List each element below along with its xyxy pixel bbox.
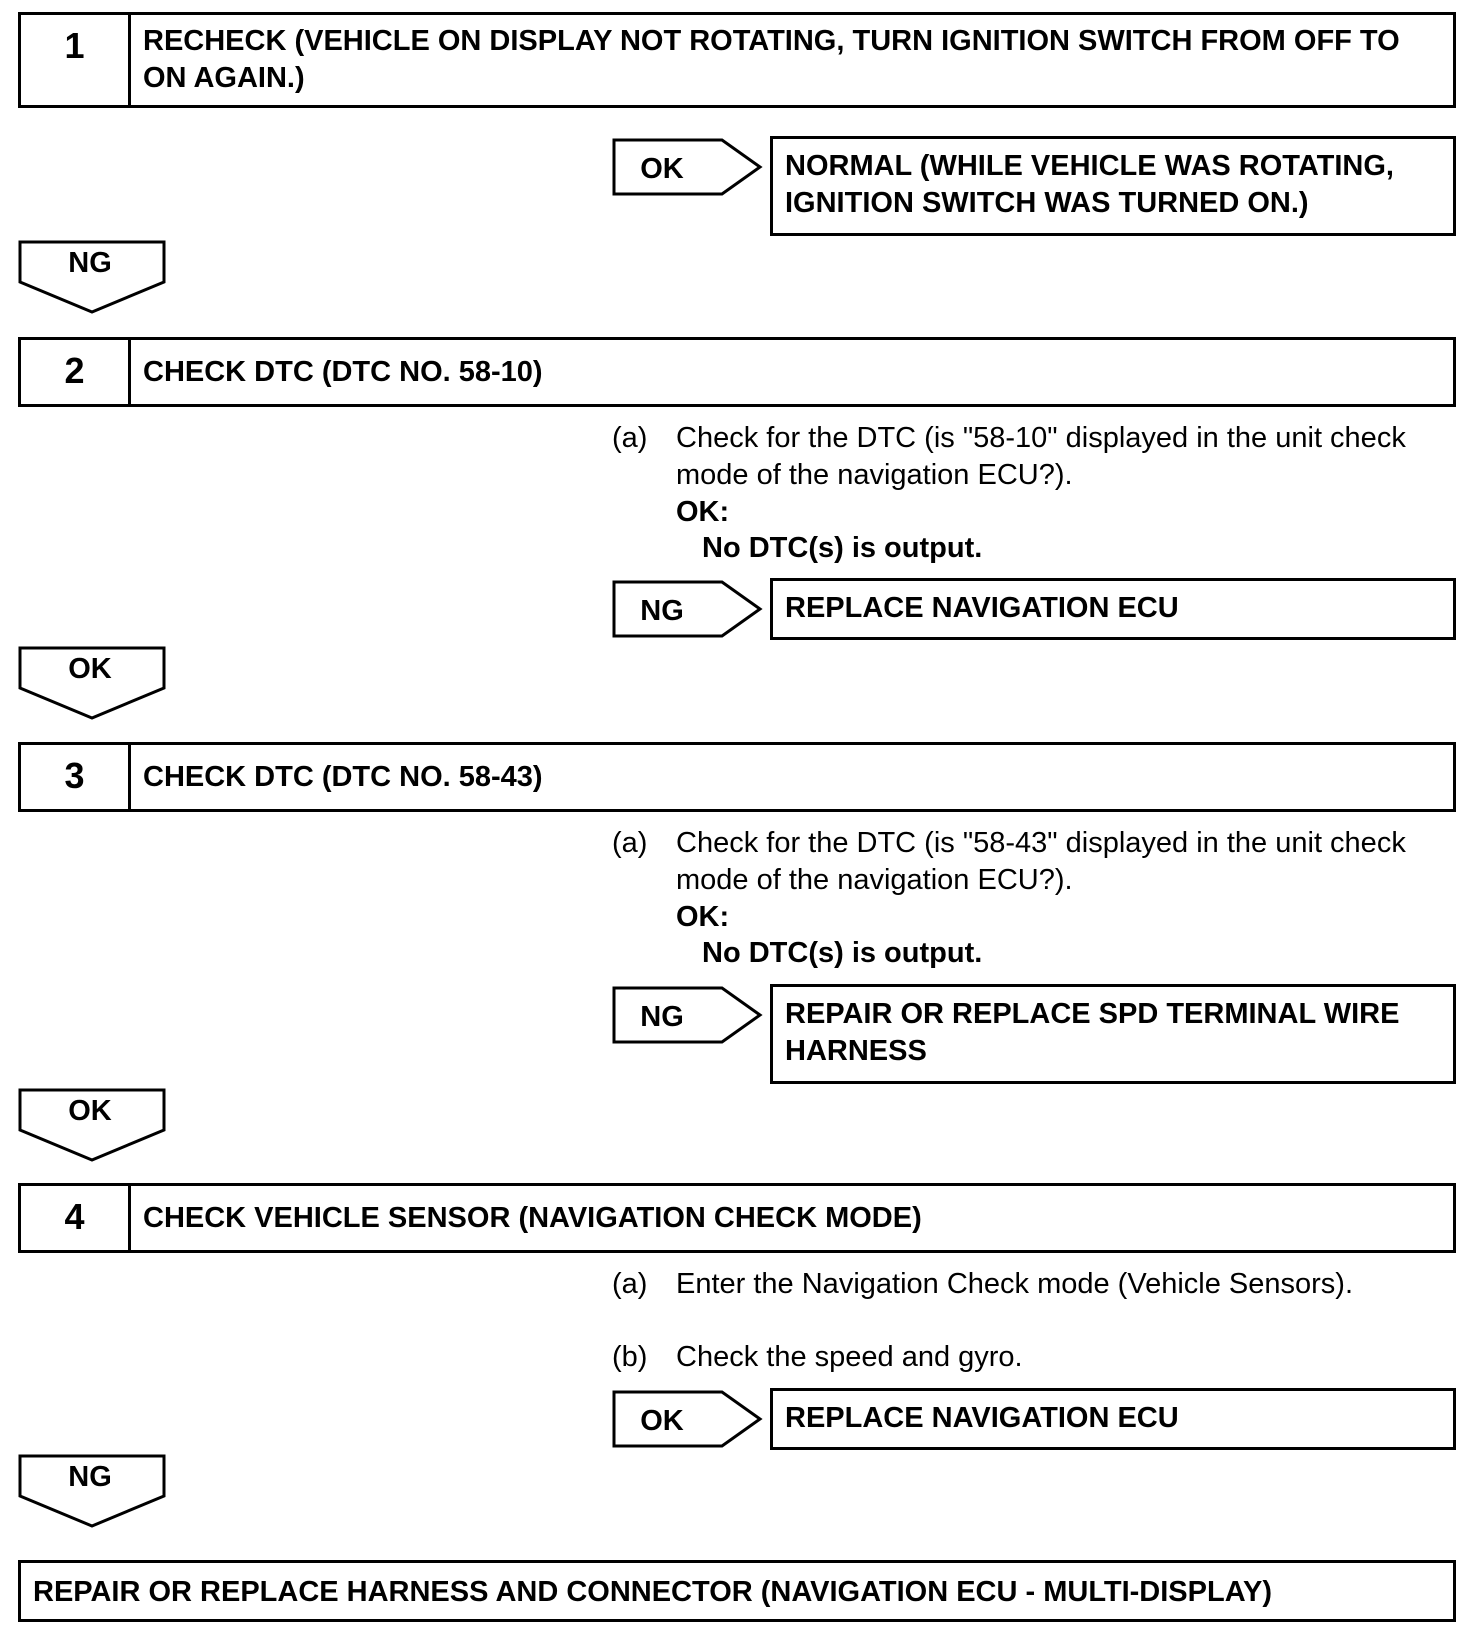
step-2-instruction-label: (a) (612, 422, 648, 454)
step-2-ok-label: OK: (676, 496, 730, 528)
step-3-ok-label: OK: (676, 901, 730, 933)
step-4-box (18, 1183, 1456, 1253)
step-4-title: CHECK VEHICLE SENSOR (NAVIGATION CHECK MODE) (143, 1202, 922, 1234)
step-4-instruction-b-text: Check the speed and gyro. (676, 1341, 1023, 1373)
step-1-ok-arrow (612, 138, 762, 196)
step-4-ok-arrow (612, 1390, 762, 1448)
step-4-instruction-a-text: Enter the Navigation Check mode (Vehicle Sensors). (676, 1268, 1354, 1300)
step-3-title: CHECK DTC (DTC NO. 58-43) (143, 761, 543, 793)
step-1-ok-arrow-label: OK (640, 153, 684, 185)
step-4-instruction-a-label: (a) (612, 1268, 648, 1300)
step-3-instruction-label: (a) (612, 827, 648, 859)
step-1-ok-result: NORMAL (WHILE VEHICLE WAS ROTATING, IGNITION SWITCH WAS TURNED ON.) (770, 136, 1456, 236)
final-result-box: REPAIR OR REPLACE HARNESS AND CONNECTOR (NAVIGATION ECU - MULTI-DISPLAY) (18, 1560, 1456, 1622)
step-2-ok-text: No DTC(s) is output. (702, 532, 983, 564)
step-2-title: CHECK DTC (DTC NO. 58-10) (143, 356, 543, 388)
step-3-number: 3 (21, 745, 131, 809)
step-3-ng-arrow-label: NG (640, 1001, 684, 1033)
step-4-instruction-a (612, 1266, 1452, 1306)
step-2-ng-arrow-label: NG (640, 595, 684, 627)
step-4-instruction-b (612, 1339, 1452, 1379)
step-4-ng-down-arrow (18, 1454, 166, 1528)
step-2-instruction (612, 420, 1452, 570)
step-3-instruction-text: Check for the DTC (is "58-43" displayed in the unit check mode of the navigation ECU?). (676, 827, 1406, 896)
step-2-box (18, 337, 1456, 407)
step-2-ok-down-arrow (18, 646, 166, 720)
step-2-ng-result: REPLACE NAVIGATION ECU (770, 578, 1456, 640)
step-2-instruction-text: Check for the DTC (is "58-10" displayed in the unit check mode of the navigation ECU?). (676, 422, 1406, 491)
step-1-box (18, 12, 1456, 108)
step-4-instruction-b-label: (b) (612, 1341, 648, 1373)
step-3-ng-arrow (612, 986, 762, 1044)
step-3-ok-down-label: OK (68, 1095, 112, 1127)
step-3-instruction (612, 825, 1452, 975)
step-1-ng-down-label: NG (68, 247, 112, 279)
step-4-number: 4 (21, 1186, 131, 1250)
step-3-ok-text: No DTC(s) is output. (702, 937, 983, 969)
step-2-ok-down-label: OK (68, 653, 112, 685)
step-3-box (18, 742, 1456, 812)
step-4-ng-down-label: NG (68, 1461, 112, 1493)
step-1-ng-down-arrow (18, 240, 166, 314)
step-1-title: RECHECK (VEHICLE ON DISPLAY NOT ROTATING, TURN IGNITION SWITCH FROM OFF TO ON AGAIN.) (143, 25, 1400, 94)
step-4-ok-result: REPLACE NAVIGATION ECU (770, 1388, 1456, 1450)
step-4-ok-arrow-label: OK (640, 1405, 684, 1437)
step-2-number: 2 (21, 340, 131, 404)
step-1-number: 1 (21, 15, 131, 105)
step-3-ng-result: REPAIR OR REPLACE SPD TERMINAL WIRE HARNESS (770, 984, 1456, 1084)
step-2-ng-arrow (612, 580, 762, 638)
step-3-ok-down-arrow (18, 1088, 166, 1162)
